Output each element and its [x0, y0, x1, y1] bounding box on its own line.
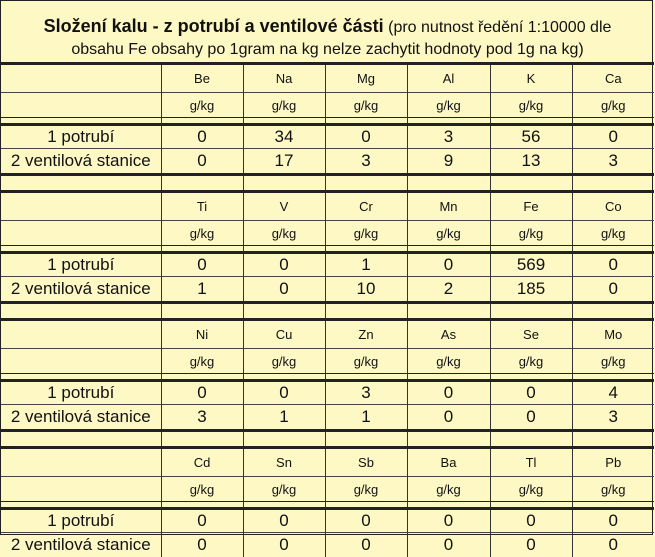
element-symbol: Na — [243, 64, 325, 93]
row-label: 2 ventilová stanice — [1, 277, 161, 303]
unit-row — [1, 221, 654, 246]
data-row — [1, 149, 654, 175]
spacer-cell — [407, 246, 490, 253]
unit-cell: g/kg — [407, 93, 490, 118]
value-cell: 0 — [572, 509, 654, 533]
value-cell: 13 — [490, 149, 572, 175]
data-row — [1, 277, 654, 303]
unit-cell: g/kg — [407, 477, 490, 502]
spacer-cell — [243, 502, 325, 509]
separator-cell — [407, 175, 490, 192]
corner-cell — [1, 448, 161, 477]
spacer-cell — [1, 374, 161, 381]
data-row — [1, 509, 654, 533]
spacer-cell — [407, 118, 490, 125]
value-cell: 0 — [407, 405, 490, 431]
element-symbol: V — [243, 192, 325, 221]
data-row — [1, 253, 654, 277]
data-row — [1, 533, 654, 557]
unit-cell: g/kg — [572, 349, 654, 374]
unit-cell: g/kg — [490, 221, 572, 246]
block-separator — [1, 431, 654, 448]
value-cell: 0 — [161, 381, 243, 405]
sheet-title — [1, 1, 654, 62]
value-cell: 1 — [325, 405, 407, 431]
element-symbol: Mo — [572, 320, 654, 349]
row-label: 1 potrubí — [1, 381, 161, 405]
unit-cell: g/kg — [243, 93, 325, 118]
unit-cell: g/kg — [407, 349, 490, 374]
corner-cell — [1, 221, 161, 246]
element-header-row — [1, 192, 654, 221]
unit-cell: g/kg — [490, 477, 572, 502]
value-cell: 0 — [407, 533, 490, 557]
separator-cell — [572, 175, 654, 192]
element-symbol: Tl — [490, 448, 572, 477]
row-label: 1 potrubí — [1, 125, 161, 149]
separator-cell — [1, 175, 161, 192]
unit-cell: g/kg — [243, 221, 325, 246]
separator-cell — [490, 431, 572, 448]
row-label: 1 potrubí — [1, 253, 161, 277]
value-cell: 0 — [490, 533, 572, 557]
spacer-cell — [572, 118, 654, 125]
value-cell: 3 — [407, 125, 490, 149]
value-cell: 0 — [490, 405, 572, 431]
value-cell: 0 — [572, 277, 654, 303]
title-note-line2: obsahu Fe obsahy po 1gram na kg nelze zachytit hodnoty pod 1g na kg) — [71, 41, 583, 58]
value-cell: 1 — [161, 277, 243, 303]
corner-cell — [1, 93, 161, 118]
spacer-cell — [161, 118, 243, 125]
element-symbol: Zn — [325, 320, 407, 349]
value-cell: 0 — [325, 125, 407, 149]
separator-cell — [325, 303, 407, 320]
spacer-row — [1, 246, 654, 253]
spacer-cell — [407, 502, 490, 509]
value-cell: 185 — [490, 277, 572, 303]
value-cell: 34 — [243, 125, 325, 149]
data-row — [1, 381, 654, 405]
value-cell: 0 — [243, 509, 325, 533]
value-cell: 2 — [407, 277, 490, 303]
spacer-cell — [572, 246, 654, 253]
unit-cell: g/kg — [325, 477, 407, 502]
spacer-cell — [325, 374, 407, 381]
element-symbol: Mg — [325, 64, 407, 93]
row-label: 2 ventilová stanice — [1, 533, 161, 557]
spacer-cell — [161, 374, 243, 381]
value-cell: 0 — [407, 253, 490, 277]
spacer-cell — [325, 502, 407, 509]
spacer-cell — [1, 502, 161, 509]
element-symbol: Ni — [161, 320, 243, 349]
element-symbol: Mn — [407, 192, 490, 221]
element-symbol: Pb — [572, 448, 654, 477]
value-cell: 17 — [243, 149, 325, 175]
element-symbol: Se — [490, 320, 572, 349]
element-symbol: Cu — [243, 320, 325, 349]
separator-cell — [572, 303, 654, 320]
unit-row — [1, 93, 654, 118]
element-header-row — [1, 320, 654, 349]
unit-cell: g/kg — [161, 349, 243, 374]
spacer-cell — [243, 246, 325, 253]
spacer-cell — [325, 118, 407, 125]
value-cell: 3 — [325, 381, 407, 405]
spacer-cell — [490, 118, 572, 125]
value-cell: 0 — [161, 509, 243, 533]
value-cell: 1 — [325, 253, 407, 277]
element-header-row — [1, 64, 654, 93]
element-symbol: As — [407, 320, 490, 349]
value-cell: 569 — [490, 253, 572, 277]
value-cell: 0 — [325, 533, 407, 557]
spacer-cell — [325, 246, 407, 253]
separator-cell — [407, 431, 490, 448]
data-row — [1, 125, 654, 149]
spacer-row — [1, 374, 654, 381]
value-cell: 0 — [325, 509, 407, 533]
value-cell: 0 — [161, 125, 243, 149]
value-cell: 3 — [161, 405, 243, 431]
spacer-cell — [243, 374, 325, 381]
unit-cell: g/kg — [572, 221, 654, 246]
element-symbol: Cd — [161, 448, 243, 477]
element-symbol: K — [490, 64, 572, 93]
spacer-cell — [243, 118, 325, 125]
corner-cell — [1, 320, 161, 349]
separator-cell — [325, 175, 407, 192]
unit-cell: g/kg — [243, 349, 325, 374]
element-symbol: Al — [407, 64, 490, 93]
separator-cell — [490, 303, 572, 320]
unit-cell: g/kg — [161, 477, 243, 502]
separator-cell — [161, 303, 243, 320]
element-header-row — [1, 448, 654, 477]
element-symbol: Ti — [161, 192, 243, 221]
spacer-cell — [490, 502, 572, 509]
unit-cell: g/kg — [490, 349, 572, 374]
unit-cell: g/kg — [325, 93, 407, 118]
element-symbol: Fe — [490, 192, 572, 221]
separator-cell — [490, 175, 572, 192]
separator-cell — [407, 303, 490, 320]
element-symbol: Sn — [243, 448, 325, 477]
separator-cell — [1, 303, 161, 320]
spacer-cell — [161, 246, 243, 253]
composition-table — [1, 62, 654, 557]
row-label: 2 ventilová stanice — [1, 405, 161, 431]
unit-cell: g/kg — [243, 477, 325, 502]
separator-cell — [243, 175, 325, 192]
value-cell: 0 — [572, 125, 654, 149]
value-cell: 0 — [161, 253, 243, 277]
spacer-cell — [572, 502, 654, 509]
unit-cell: g/kg — [161, 221, 243, 246]
row-label: 1 potrubí — [1, 509, 161, 533]
unit-cell: g/kg — [325, 221, 407, 246]
unit-cell: g/kg — [325, 349, 407, 374]
value-cell: 0 — [243, 277, 325, 303]
unit-cell: g/kg — [407, 221, 490, 246]
unit-row — [1, 477, 654, 502]
value-cell: 4 — [572, 381, 654, 405]
element-symbol: Ba — [407, 448, 490, 477]
spacer-cell — [1, 246, 161, 253]
separator-cell — [161, 431, 243, 448]
value-cell: 3 — [325, 149, 407, 175]
spacer-cell — [161, 502, 243, 509]
value-cell: 3 — [572, 405, 654, 431]
value-cell: 0 — [243, 381, 325, 405]
value-cell: 0 — [572, 533, 654, 557]
value-cell: 0 — [161, 149, 243, 175]
value-cell: 0 — [407, 509, 490, 533]
unit-cell: g/kg — [572, 477, 654, 502]
block-separator — [1, 303, 654, 320]
value-cell: 0 — [490, 509, 572, 533]
value-cell: 0 — [490, 381, 572, 405]
element-symbol: Ca — [572, 64, 654, 93]
spacer-row — [1, 502, 654, 509]
separator-cell — [161, 175, 243, 192]
corner-cell — [1, 192, 161, 221]
value-cell: 9 — [407, 149, 490, 175]
unit-cell: g/kg — [490, 93, 572, 118]
unit-cell: g/kg — [572, 93, 654, 118]
unit-cell: g/kg — [161, 93, 243, 118]
data-row — [1, 405, 654, 431]
element-symbol: Sb — [325, 448, 407, 477]
value-cell: 1 — [243, 405, 325, 431]
value-cell: 0 — [243, 253, 325, 277]
title-note-line1: (pro nutnost ředění 1:10000 dle — [388, 19, 611, 36]
row-label: 2 ventilová stanice — [1, 149, 161, 175]
element-symbol: Be — [161, 64, 243, 93]
block-separator — [1, 175, 654, 192]
value-cell: 0 — [572, 253, 654, 277]
corner-cell — [1, 477, 161, 502]
value-cell: 3 — [572, 149, 654, 175]
spacer-cell — [1, 118, 161, 125]
separator-cell — [1, 431, 161, 448]
element-symbol: Co — [572, 192, 654, 221]
separator-cell — [572, 431, 654, 448]
title-main: Složení kalu - z potrubí a ventilové části — [44, 16, 384, 36]
value-cell: 0 — [243, 533, 325, 557]
value-cell: 0 — [407, 381, 490, 405]
separator-cell — [243, 303, 325, 320]
spacer-cell — [572, 374, 654, 381]
element-symbol: Cr — [325, 192, 407, 221]
corner-cell — [1, 349, 161, 374]
spacer-cell — [490, 246, 572, 253]
value-cell: 56 — [490, 125, 572, 149]
spacer-cell — [407, 374, 490, 381]
spacer-cell — [490, 374, 572, 381]
unit-row — [1, 349, 654, 374]
value-cell: 0 — [161, 533, 243, 557]
corner-cell — [1, 64, 161, 93]
value-cell: 10 — [325, 277, 407, 303]
separator-cell — [243, 431, 325, 448]
separator-cell — [325, 431, 407, 448]
spacer-row — [1, 118, 654, 125]
